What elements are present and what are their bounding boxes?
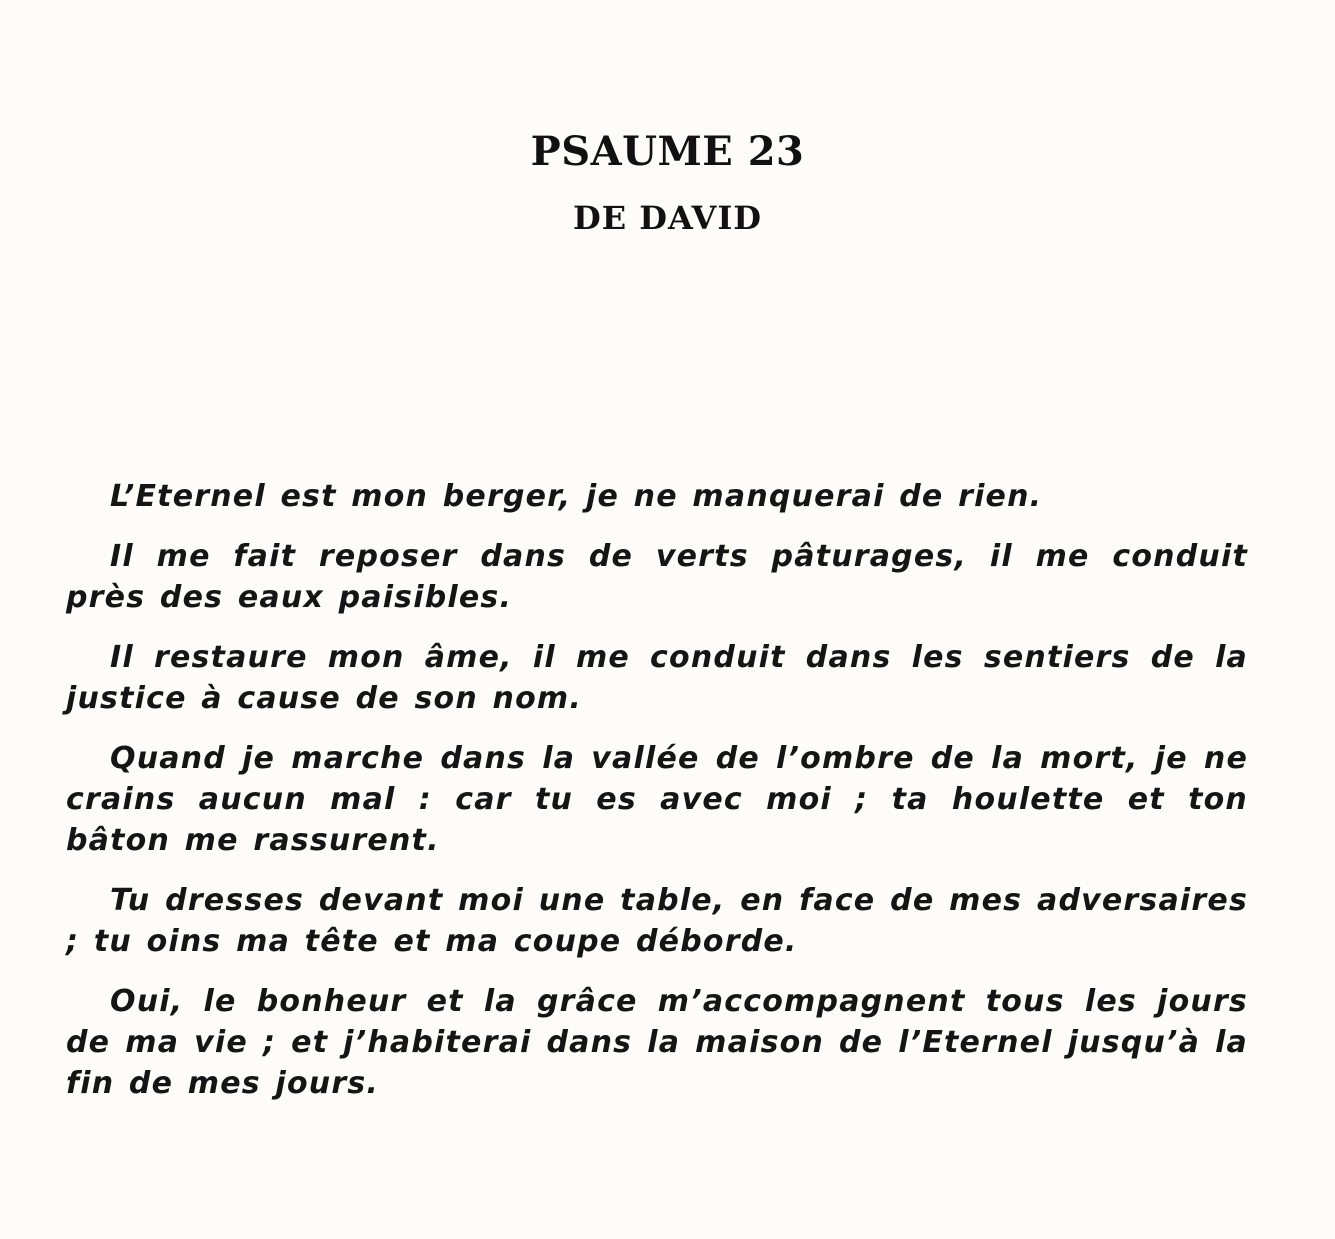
- verse-1: L’Eternel est mon berger, je ne manquerai de rien.: [110, 479, 1043, 514]
- page-subtitle: DE DAVID: [572, 199, 763, 237]
- page-title: PSAUME 23: [530, 128, 805, 175]
- verse-4: Quand je marche dans la vallée de l’ombre de la mort, je ne crains aucun mal : car tu es avec moi ; ta houlette et ton bâton me rassurent.: [66, 741, 1248, 858]
- verse-6: Oui, le bonheur et la grâce m’accompagnent tous les jours de ma vie ; et j’habiterai dans la maison de l’Eternel jusqu’à la fin de mes jours.: [66, 984, 1248, 1101]
- psalm-verses: [66, 476, 1248, 1123]
- verse-5: Tu dresses devant moi une table, en face de mes adversaires ; tu oins ma tête et ma coupe déborde.: [66, 883, 1248, 959]
- verse-2: Il me fait reposer dans de verts pâturages, il me conduit près des eaux paisibles.: [66, 539, 1248, 615]
- verse-3: Il restaure mon âme, il me conduit dans les sentiers de la justice à cause de son nom.: [66, 640, 1248, 716]
